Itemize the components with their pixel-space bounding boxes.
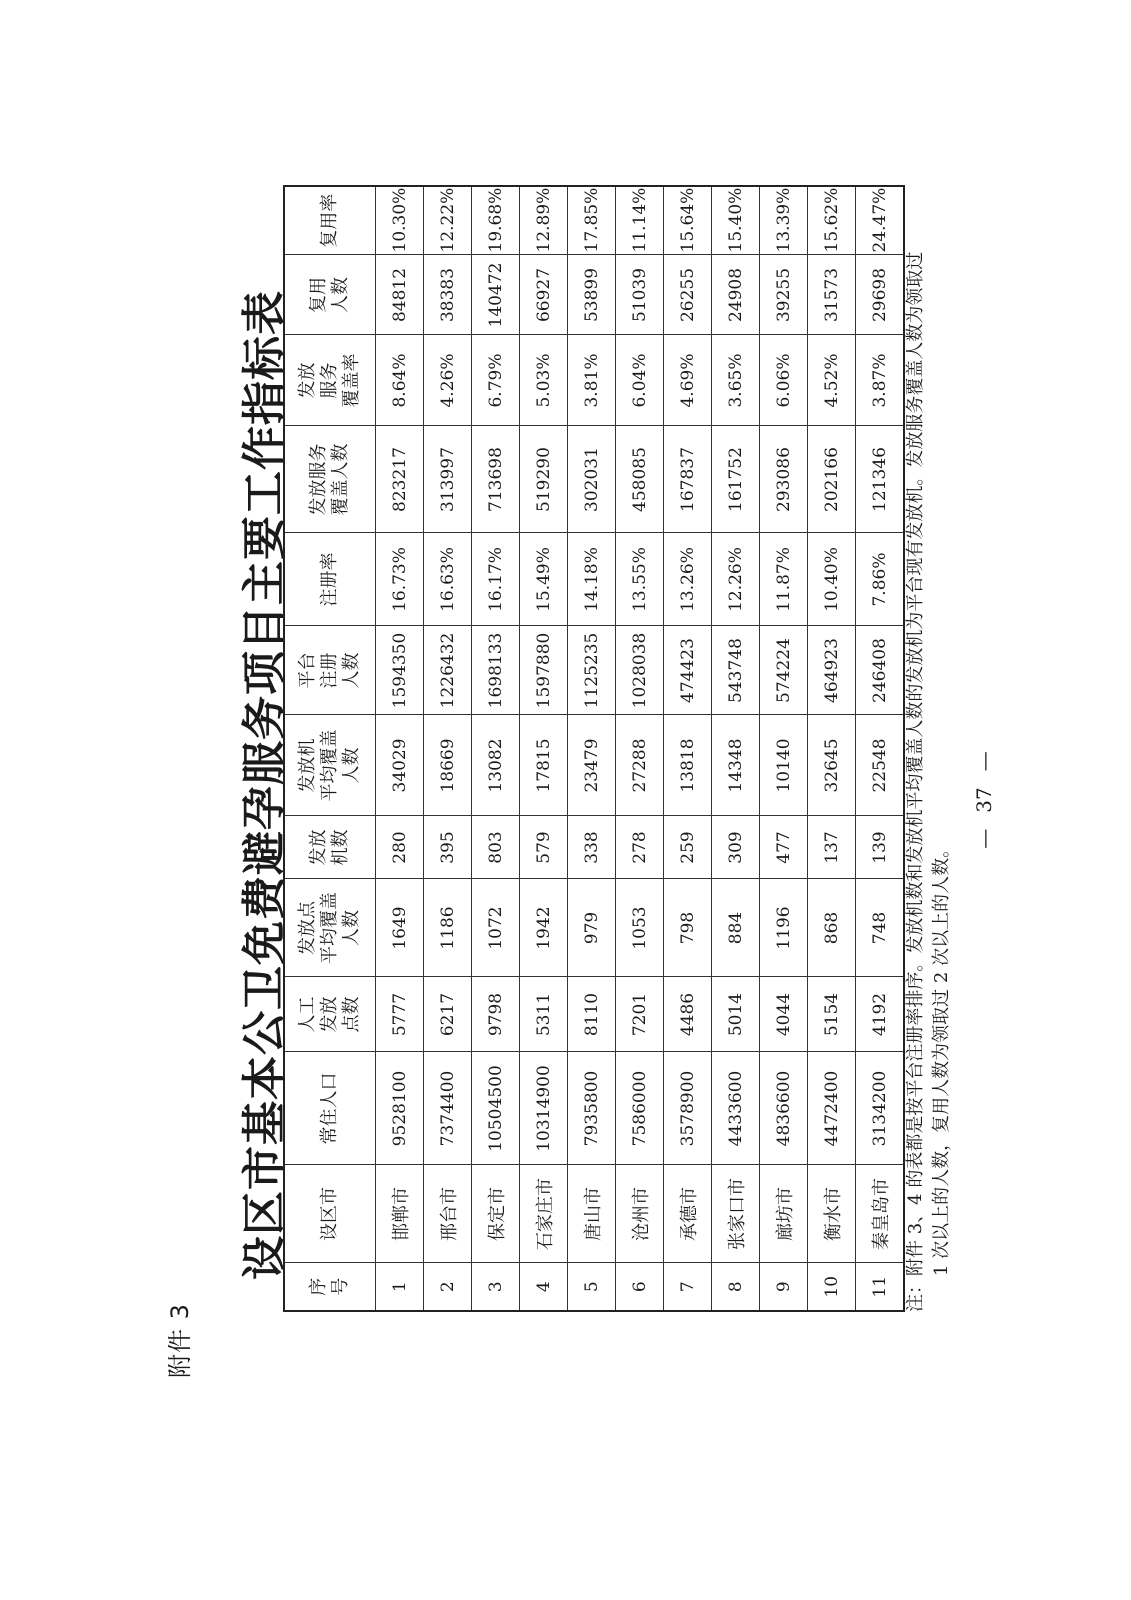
column-header	[284, 186, 376, 255]
value-cell: 167837	[664, 426, 712, 533]
value-cell: 748	[856, 879, 905, 977]
value-cell: 14348	[712, 715, 760, 816]
value-cell: 13818	[664, 715, 712, 816]
value-cell: 1053	[616, 879, 664, 977]
page-number-value: 37	[972, 787, 996, 813]
value-cell: 338	[568, 816, 616, 879]
row-index-cell: 4	[520, 1263, 568, 1311]
value-cell: 5311	[520, 977, 568, 1052]
column-header-line: 发放点	[297, 901, 318, 955]
table-row	[472, 186, 520, 1311]
column-header	[284, 977, 376, 1052]
row-index-cell: 2	[424, 1263, 472, 1311]
table-body	[376, 186, 905, 1311]
value-cell: 17.85%	[568, 186, 616, 255]
value-cell: 15.49%	[520, 533, 568, 626]
city-cell: 承德市	[664, 1165, 712, 1263]
value-cell: 13.39%	[760, 186, 808, 255]
city-cell: 秦皇岛市	[856, 1165, 905, 1263]
value-cell: 293086	[760, 426, 808, 533]
value-cell: 868	[808, 879, 856, 977]
table-row	[520, 186, 568, 1311]
table-row	[664, 186, 712, 1311]
column-header-line: 注册率	[319, 552, 340, 607]
value-cell: 161752	[712, 426, 760, 533]
value-cell: 6.04%	[616, 335, 664, 426]
column-header	[284, 533, 376, 626]
value-cell: 22548	[856, 715, 905, 816]
value-cell: 12.22%	[424, 186, 472, 255]
column-header-line: 复用率	[319, 193, 340, 248]
city-cell: 唐山市	[568, 1165, 616, 1263]
value-cell: 4472400	[808, 1052, 856, 1165]
column-header-line: 常住人口	[319, 1072, 340, 1145]
value-cell: 474423	[664, 626, 712, 715]
value-cell: 979	[568, 879, 616, 977]
value-cell: 884	[712, 879, 760, 977]
value-cell: 7586000	[616, 1052, 664, 1165]
value-cell: 7201	[616, 977, 664, 1052]
row-index-cell: 1	[376, 1263, 424, 1311]
footnote	[903, 187, 955, 1312]
value-cell: 395	[424, 816, 472, 879]
value-cell: 278	[616, 816, 664, 879]
value-cell: 14.18%	[568, 533, 616, 626]
row-index-cell: 8	[712, 1263, 760, 1311]
value-cell: 6.06%	[760, 335, 808, 426]
value-cell: 13.55%	[616, 533, 664, 626]
column-header	[284, 626, 376, 715]
value-cell: 823217	[376, 426, 424, 533]
value-cell: 16.63%	[424, 533, 472, 626]
value-cell: 7374400	[424, 1052, 472, 1165]
column-header	[284, 879, 376, 977]
value-cell: 51039	[616, 255, 664, 335]
value-cell: 84812	[376, 255, 424, 335]
value-cell: 9528100	[376, 1052, 424, 1165]
city-cell: 廊坊市	[760, 1165, 808, 1263]
value-cell: 10314900	[520, 1052, 568, 1165]
footnote-line-2: 1 次以上的人数，复用人数为领取过 2 次以上的人数。	[931, 839, 952, 1276]
value-cell: 4192	[856, 977, 905, 1052]
value-cell: 6.79%	[472, 335, 520, 426]
value-cell: 5777	[376, 977, 424, 1052]
attachment-label: 附件 3	[166, 1303, 194, 1378]
column-header-line: 服务	[319, 362, 340, 399]
city-cell: 石家庄市	[520, 1165, 568, 1263]
column-header-line: 复用	[308, 277, 329, 313]
table-row	[424, 186, 472, 1311]
value-cell: 29698	[856, 255, 905, 335]
table-row	[712, 186, 760, 1311]
city-cell: 邯郸市	[376, 1165, 424, 1263]
value-cell: 3.81%	[568, 335, 616, 426]
value-cell: 543748	[712, 626, 760, 715]
value-cell: 3.65%	[712, 335, 760, 426]
footnote-line-1: 注：附件 3、4 的表都是按平台注册率排序。发放机数和发放机平均覆盖人数的发放机为平台现有发放机。发放服务覆盖人数为领取过	[905, 251, 926, 1312]
value-cell: 34029	[376, 715, 424, 816]
indicator-table	[283, 185, 905, 1312]
value-cell: 280	[376, 816, 424, 879]
table-row	[760, 186, 808, 1311]
column-header-line: 覆盖率	[341, 353, 362, 408]
value-cell: 10140	[760, 715, 808, 816]
column-header-line: 发放	[308, 829, 329, 866]
value-cell: 12.89%	[520, 186, 568, 255]
value-cell: 1698133	[472, 626, 520, 715]
value-cell: 4433600	[712, 1052, 760, 1165]
value-cell: 15.64%	[664, 186, 712, 255]
value-cell: 202166	[808, 426, 856, 533]
column-header	[284, 1165, 376, 1263]
value-cell: 13082	[472, 715, 520, 816]
table-header-row	[284, 186, 376, 1311]
row-index-cell: 11	[856, 1263, 905, 1311]
value-cell: 26255	[664, 255, 712, 335]
value-cell: 1226432	[424, 626, 472, 715]
value-cell: 8.64%	[376, 335, 424, 426]
value-cell: 24.47%	[856, 186, 905, 255]
value-cell: 458085	[616, 426, 664, 533]
value-cell: 1028038	[616, 626, 664, 715]
value-cell: 1196	[760, 879, 808, 977]
value-cell: 13.26%	[664, 533, 712, 626]
value-cell: 39255	[760, 255, 808, 335]
table-row	[856, 186, 905, 1311]
value-cell: 121346	[856, 426, 905, 533]
column-header	[284, 816, 376, 879]
value-cell: 3578900	[664, 1052, 712, 1165]
value-cell: 24908	[712, 255, 760, 335]
value-cell: 3.87%	[856, 335, 905, 426]
column-header-line: 注册	[319, 652, 340, 689]
value-cell: 18669	[424, 715, 472, 816]
column-header	[284, 426, 376, 533]
column-header	[284, 1263, 376, 1311]
value-cell: 53899	[568, 255, 616, 335]
table-row	[808, 186, 856, 1311]
value-cell: 38383	[424, 255, 472, 335]
value-cell: 579	[520, 816, 568, 879]
column-header-line: 平均覆盖	[319, 729, 340, 802]
value-cell: 4.26%	[424, 335, 472, 426]
value-cell: 6217	[424, 977, 472, 1052]
column-header-line: 设区市	[319, 1187, 340, 1241]
column-header-line: 平台	[297, 652, 318, 689]
column-header	[284, 255, 376, 335]
column-header-line: 点数	[341, 996, 362, 1033]
value-cell: 12.26%	[712, 533, 760, 626]
value-cell: 139	[856, 816, 905, 879]
value-cell: 15.40%	[712, 186, 760, 255]
value-cell: 17815	[520, 715, 568, 816]
column-header-line: 人数	[341, 747, 362, 784]
column-header-line: 机数	[330, 829, 351, 866]
table-row	[568, 186, 616, 1311]
row-index-cell: 5	[568, 1263, 616, 1311]
value-cell: 8110	[568, 977, 616, 1052]
page-dash-right: —	[972, 751, 996, 772]
value-cell: 246408	[856, 626, 905, 715]
value-cell: 5154	[808, 977, 856, 1052]
value-cell: 9798	[472, 977, 520, 1052]
column-header-line: 覆盖人数	[330, 443, 351, 516]
column-header-line: 号	[330, 1277, 351, 1296]
city-cell: 沧州市	[616, 1165, 664, 1263]
value-cell: 7935800	[568, 1052, 616, 1165]
value-cell: 10504500	[472, 1052, 520, 1165]
value-cell: 1594350	[376, 626, 424, 715]
city-cell: 保定市	[472, 1165, 520, 1263]
value-cell: 11.14%	[616, 186, 664, 255]
value-cell: 259	[664, 816, 712, 879]
column-header	[284, 715, 376, 816]
value-cell: 10.30%	[376, 186, 424, 255]
value-cell: 3134200	[856, 1052, 905, 1165]
value-cell: 713698	[472, 426, 520, 533]
row-index-cell: 10	[808, 1263, 856, 1311]
value-cell: 31573	[808, 255, 856, 335]
value-cell: 519290	[520, 426, 568, 533]
value-cell: 1125235	[568, 626, 616, 715]
row-index-cell: 7	[664, 1263, 712, 1311]
value-cell: 16.73%	[376, 533, 424, 626]
value-cell: 66927	[520, 255, 568, 335]
document-title: 设区市基本公卫免费避孕服务项目主要工作指标表	[239, 290, 290, 1280]
column-header-line: 人数	[330, 277, 351, 313]
column-header-line: 发放机	[297, 738, 318, 793]
page-number	[972, 0, 996, 1600]
column-header-line: 发放	[319, 996, 340, 1033]
value-cell: 4.69%	[664, 335, 712, 426]
value-cell: 4.52%	[808, 335, 856, 426]
value-cell: 4044	[760, 977, 808, 1052]
column-header	[284, 335, 376, 426]
value-cell: 1597880	[520, 626, 568, 715]
value-cell: 15.62%	[808, 186, 856, 255]
value-cell: 477	[760, 816, 808, 879]
value-cell: 574224	[760, 626, 808, 715]
table-row	[616, 186, 664, 1311]
value-cell: 302031	[568, 426, 616, 533]
column-header-line: 发放	[297, 362, 318, 399]
value-cell: 19.68%	[472, 186, 520, 255]
value-cell: 140472	[472, 255, 520, 335]
value-cell: 5014	[712, 977, 760, 1052]
value-cell: 27288	[616, 715, 664, 816]
value-cell: 7.86%	[856, 533, 905, 626]
value-cell: 309	[712, 816, 760, 879]
row-index-cell: 6	[616, 1263, 664, 1311]
row-index-cell: 3	[472, 1263, 520, 1311]
city-cell: 邢台市	[424, 1165, 472, 1263]
value-cell: 4836600	[760, 1052, 808, 1165]
column-header-line: 发放服务	[308, 443, 329, 516]
city-cell: 张家口市	[712, 1165, 760, 1263]
value-cell: 23479	[568, 715, 616, 816]
value-cell: 10.40%	[808, 533, 856, 626]
value-cell: 803	[472, 816, 520, 879]
column-header-line: 人数	[341, 910, 362, 946]
value-cell: 464923	[808, 626, 856, 715]
column-header-line: 平均覆盖	[319, 892, 340, 964]
column-header	[284, 1052, 376, 1165]
value-cell: 16.17%	[472, 533, 520, 626]
value-cell: 4486	[664, 977, 712, 1052]
value-cell: 1649	[376, 879, 424, 977]
value-cell: 5.03%	[520, 335, 568, 426]
column-header-line: 人数	[341, 652, 362, 689]
value-cell: 1186	[424, 879, 472, 977]
value-cell: 313997	[424, 426, 472, 533]
column-header-line: 人工	[297, 996, 318, 1033]
value-cell: 798	[664, 879, 712, 977]
page-dash-left: —	[972, 828, 996, 849]
value-cell: 11.87%	[760, 533, 808, 626]
row-index-cell: 9	[760, 1263, 808, 1311]
city-cell: 衡水市	[808, 1165, 856, 1263]
value-cell: 1072	[472, 879, 520, 977]
column-header-line: 序	[308, 1277, 329, 1296]
value-cell: 137	[808, 816, 856, 879]
value-cell: 32645	[808, 715, 856, 816]
value-cell: 1942	[520, 879, 568, 977]
table-row	[376, 186, 424, 1311]
